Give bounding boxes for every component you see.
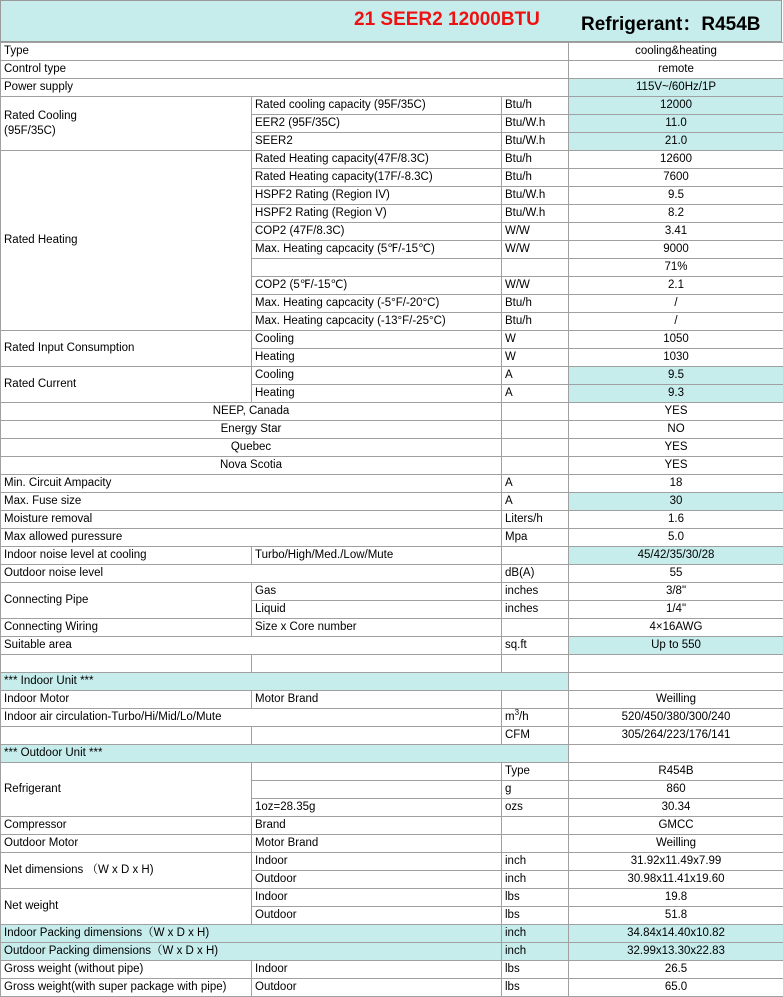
- value-cell: 21.0: [569, 133, 783, 151]
- unit-cell: [502, 403, 569, 421]
- value-cell: 1050: [569, 331, 783, 349]
- param-cell: Turbo/High/Med./Low/Mute: [252, 547, 502, 565]
- row-label: Gross weight(with super package with pipe): [1, 979, 252, 997]
- table-row: [1, 151, 783, 169]
- cert-label: Quebec: [1, 439, 502, 457]
- unit-cell: lbs: [502, 979, 569, 997]
- table-row: [1, 331, 783, 349]
- value-cell: 34.84x14.40x10.82: [569, 925, 783, 943]
- table-row: [1, 493, 783, 511]
- unit-cell: Btu/h: [502, 295, 569, 313]
- table-row: [1, 637, 783, 655]
- unit-cell: [502, 691, 569, 709]
- table-row: [1, 97, 783, 115]
- value-cell: Up to 550: [569, 637, 783, 655]
- table-row: [1, 421, 783, 439]
- table-row: [1, 547, 783, 565]
- empty-cell: [1, 727, 252, 745]
- row-label: Indoor noise level at cooling: [1, 547, 252, 565]
- param-cell: SEER2: [252, 133, 502, 151]
- table-row: [1, 961, 783, 979]
- unit-cell: ozs: [502, 799, 569, 817]
- row-label: Power supply: [1, 79, 569, 97]
- table-row: [1, 709, 783, 727]
- row-label: Max. Fuse size: [1, 493, 502, 511]
- value-cell: /: [569, 295, 783, 313]
- value-cell: GMCC: [569, 817, 783, 835]
- param-cell: Indoor: [252, 889, 502, 907]
- unit-cell: Mpa: [502, 529, 569, 547]
- param-cell: Cooling: [252, 331, 502, 349]
- value-cell: 51.8: [569, 907, 783, 925]
- param-cell: Motor Brand: [252, 691, 502, 709]
- row-label: Indoor Packing dimensions（W x D x H): [1, 925, 502, 943]
- unit-cell: [502, 835, 569, 853]
- value-cell: /: [569, 313, 783, 331]
- unit-cell: [502, 259, 569, 277]
- table-row: [1, 673, 783, 691]
- table-row: [1, 457, 783, 475]
- unit-cell: inch: [502, 871, 569, 889]
- value-cell: 9.3: [569, 385, 783, 403]
- unit-cell: W/W: [502, 241, 569, 259]
- param-cell: Heating: [252, 385, 502, 403]
- unit-cell: Liters/h: [502, 511, 569, 529]
- param-cell: Max. Heating capcacity (-13°F/-25°C): [252, 313, 502, 331]
- value-cell: 71%: [569, 259, 783, 277]
- empty-cell: [252, 727, 502, 745]
- empty-cell: [569, 745, 783, 763]
- param-cell: Indoor: [252, 961, 502, 979]
- param-cell: Motor Brand: [252, 835, 502, 853]
- empty-cell: [502, 655, 569, 673]
- value-cell: 3/8": [569, 583, 783, 601]
- unit-cell: W: [502, 349, 569, 367]
- value-cell: 55: [569, 565, 783, 583]
- unit-cell: lbs: [502, 907, 569, 925]
- param-cell: Outdoor: [252, 907, 502, 925]
- row-label: Outdoor Motor: [1, 835, 252, 853]
- unit-cell: W: [502, 331, 569, 349]
- param-cell: Size x Core number: [252, 619, 502, 637]
- row-value: 115V~/60Hz/1P: [569, 79, 783, 97]
- param-cell: [252, 781, 502, 799]
- param-cell: Gas: [252, 583, 502, 601]
- row-label: Compressor: [1, 817, 252, 835]
- title-row: [0, 0, 782, 42]
- table-row: [1, 529, 783, 547]
- unit-cell: inches: [502, 601, 569, 619]
- value-cell: 32.99x13.30x22.83: [569, 943, 783, 961]
- group-label: Rated Cooling (95F/35C): [1, 97, 252, 151]
- unit-cell: lbs: [502, 961, 569, 979]
- table-row: [1, 817, 783, 835]
- row-value: cooling&heating: [569, 43, 783, 61]
- table-row: [1, 79, 783, 97]
- empty-cell: [569, 673, 783, 691]
- row-label: Max allowed puressure: [1, 529, 502, 547]
- param-cell: Rated cooling capacity (95F/35C): [252, 97, 502, 115]
- unit-cell: Type: [502, 763, 569, 781]
- param-cell: HSPF2 Rating (Region V): [252, 205, 502, 223]
- row-label: Gross weight (without pipe): [1, 961, 252, 979]
- empty-cell: [252, 655, 502, 673]
- param-cell: COP2 (47F/8.3C): [252, 223, 502, 241]
- unit-cell: $m^3/h$: [502, 709, 569, 727]
- param-cell: Cooling: [252, 367, 502, 385]
- group-label: Rated Heating: [1, 151, 252, 331]
- value-cell: NO: [569, 421, 783, 439]
- unit-cell: inch: [502, 925, 569, 943]
- table-row: [1, 583, 783, 601]
- value-cell: 30: [569, 493, 783, 511]
- table-row: [1, 475, 783, 493]
- param-cell: Brand: [252, 817, 502, 835]
- value-cell: 3.41: [569, 223, 783, 241]
- title-model: 21 SEER2 12000BTU: [354, 9, 540, 30]
- empty-cell: [1, 655, 252, 673]
- table-row: [1, 565, 783, 583]
- group-label: Net dimensions （W x D x H): [1, 853, 252, 889]
- value-cell: 5.0: [569, 529, 783, 547]
- value-cell: 45/42/35/30/28: [569, 547, 783, 565]
- table-row: [1, 367, 783, 385]
- unit-cell: dB(A): [502, 565, 569, 583]
- value-cell: 11.0: [569, 115, 783, 133]
- table-row: [1, 439, 783, 457]
- row-label: Outdoor Packing dimensions（W x D x H): [1, 943, 502, 961]
- unit-cell: A: [502, 367, 569, 385]
- row-label: Connecting Wiring: [1, 619, 252, 637]
- table-row: [1, 511, 783, 529]
- value-cell: 30.98x11.41x19.60: [569, 871, 783, 889]
- value-cell: 4×16AWG: [569, 619, 783, 637]
- value-cell: 520/450/380/300/240: [569, 709, 783, 727]
- param-cell: [252, 763, 502, 781]
- unit-cell: A: [502, 385, 569, 403]
- unit-cell: A: [502, 475, 569, 493]
- value-cell: YES: [569, 403, 783, 421]
- value-cell: 305/264/223/176/141: [569, 727, 783, 745]
- row-label: Suitable area: [1, 637, 502, 655]
- unit-cell: [502, 457, 569, 475]
- value-cell: 860: [569, 781, 783, 799]
- table-row: [1, 61, 783, 79]
- unit-cell: inch: [502, 943, 569, 961]
- row-label: Outdoor noise level: [1, 565, 502, 583]
- param-cell: Max. Heating capcacity (-5°F/-20°C): [252, 295, 502, 313]
- value-cell: 1030: [569, 349, 783, 367]
- table-row: [1, 835, 783, 853]
- value-cell: 19.8: [569, 889, 783, 907]
- empty-cell: [569, 655, 783, 673]
- param-cell: Rated Heating capacity(17F/-8.3C): [252, 169, 502, 187]
- table-row: [1, 619, 783, 637]
- group-label: Rated Input Consumption: [1, 331, 252, 367]
- row-label: Type: [1, 43, 569, 61]
- cert-label: Nova Scotia: [1, 457, 502, 475]
- param-cell: 1oz=28.35g: [252, 799, 502, 817]
- unit-cell: [502, 439, 569, 457]
- param-cell: Outdoor: [252, 979, 502, 997]
- param-cell: Max. Heating capcacity (5℉/-15℃): [252, 241, 502, 259]
- table-row: [1, 655, 783, 673]
- unit-cell: Btu/h: [502, 313, 569, 331]
- param-cell: Heating: [252, 349, 502, 367]
- table-row: [1, 403, 783, 421]
- value-cell: Weilling: [569, 835, 783, 853]
- table-row: [1, 43, 783, 61]
- table-row: [1, 943, 783, 961]
- unit-cell: Btu/W.h: [502, 133, 569, 151]
- value-cell: R454B: [569, 763, 783, 781]
- value-cell: Weilling: [569, 691, 783, 709]
- row-label: Indoor air circulation-Turbo/Hi/Mid/Lo/Mute: [1, 709, 502, 727]
- unit-cell: lbs: [502, 889, 569, 907]
- value-cell: 12000: [569, 97, 783, 115]
- section-header-indoor: *** Indoor Unit ***: [1, 673, 569, 691]
- param-cell: HSPF2 Rating (Region IV): [252, 187, 502, 205]
- value-cell: 18: [569, 475, 783, 493]
- unit-cell: inches: [502, 583, 569, 601]
- table-row: [1, 889, 783, 907]
- param-cell: EER2 (95F/35C): [252, 115, 502, 133]
- param-cell: [252, 259, 502, 277]
- table-row: [1, 925, 783, 943]
- table-row: [1, 745, 783, 763]
- section-header-outdoor: *** Outdoor Unit ***: [1, 745, 569, 763]
- unit-cell: CFM: [502, 727, 569, 745]
- param-cell: Liquid: [252, 601, 502, 619]
- value-cell: 7600: [569, 169, 783, 187]
- unit-cell: Btu/W.h: [502, 187, 569, 205]
- param-cell: Outdoor: [252, 871, 502, 889]
- value-cell: YES: [569, 457, 783, 475]
- title-refrigerant: Refrigerant：R454B: [581, 14, 761, 35]
- unit-cell: [502, 547, 569, 565]
- value-cell: 31.92x11.49x7.99: [569, 853, 783, 871]
- group-label: Connecting Pipe: [1, 583, 252, 619]
- spec-table: [0, 42, 783, 997]
- value-cell: 2.1: [569, 277, 783, 295]
- group-label: Refrigerant: [1, 763, 252, 817]
- unit-cell: W/W: [502, 277, 569, 295]
- row-value: remote: [569, 61, 783, 79]
- value-cell: 1.6: [569, 511, 783, 529]
- unit-cell: Btu/h: [502, 151, 569, 169]
- unit-cell: [502, 619, 569, 637]
- value-cell: 9.5: [569, 367, 783, 385]
- unit-cell: [502, 421, 569, 439]
- unit-cell: inch: [502, 853, 569, 871]
- unit-cell: Btu/h: [502, 97, 569, 115]
- value-cell: YES: [569, 439, 783, 457]
- value-cell: 9.5: [569, 187, 783, 205]
- unit-cell: [502, 817, 569, 835]
- group-label: Rated Current: [1, 367, 252, 403]
- unit-cell: Btu/W.h: [502, 205, 569, 223]
- table-row: [1, 691, 783, 709]
- cert-label: NEEP, Canada: [1, 403, 502, 421]
- row-label: Control type: [1, 61, 569, 79]
- param-cell: COP2 (5℉/-15℃): [252, 277, 502, 295]
- unit-cell: Btu/h: [502, 169, 569, 187]
- group-label: Net weight: [1, 889, 252, 925]
- value-cell: 26.5: [569, 961, 783, 979]
- value-cell: 12600: [569, 151, 783, 169]
- unit-cell: A: [502, 493, 569, 511]
- unit-cell: W/W: [502, 223, 569, 241]
- row-label: Moisture removal: [1, 511, 502, 529]
- value-cell: 1/4": [569, 601, 783, 619]
- table-row: [1, 979, 783, 997]
- param-cell: Indoor: [252, 853, 502, 871]
- table-row: [1, 763, 783, 781]
- unit-cell: sq.ft: [502, 637, 569, 655]
- value-cell: 30.34: [569, 799, 783, 817]
- unit-cell: g: [502, 781, 569, 799]
- param-cell: Rated Heating capacity(47F/8.3C): [252, 151, 502, 169]
- value-cell: 9000: [569, 241, 783, 259]
- value-cell: 8.2: [569, 205, 783, 223]
- cert-label: Energy Star: [1, 421, 502, 439]
- row-label: Min. Circuit Ampacity: [1, 475, 502, 493]
- value-cell: 65.0: [569, 979, 783, 997]
- table-row: [1, 853, 783, 871]
- row-label: Indoor Motor: [1, 691, 252, 709]
- unit-cell: Btu/W.h: [502, 115, 569, 133]
- table-row: [1, 727, 783, 745]
